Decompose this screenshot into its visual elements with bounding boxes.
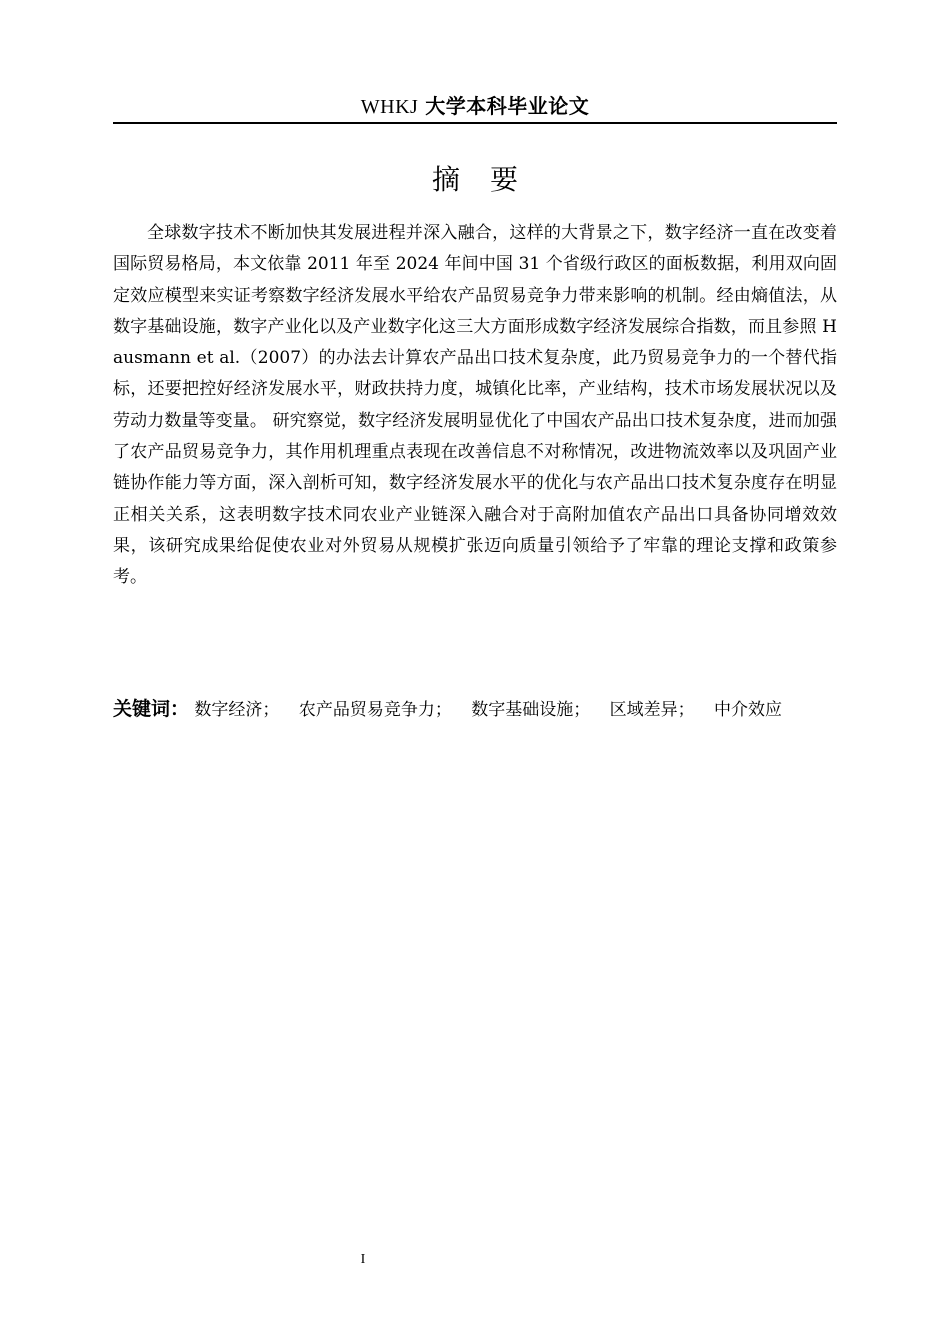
keyword-item: 中介效应 — [714, 700, 783, 720]
keyword-item: 数字经济； — [194, 700, 280, 720]
header-institution-code: WHKJ — [360, 96, 419, 118]
keywords-line — [113, 694, 837, 725]
keywords-label: 关键词： — [113, 698, 190, 720]
keyword-item: 区域差异； — [609, 700, 695, 720]
running-header — [113, 92, 837, 121]
header-rule — [113, 122, 837, 124]
keyword-item: 数字基础设施； — [471, 700, 591, 720]
header-document-type: 大学本科毕业论文 — [425, 94, 590, 118]
page-title: 摘要 — [431, 163, 548, 196]
page-number: I — [360, 1252, 366, 1267]
abstract-paragraph: 全球数字技术不断加快其发展进程并深入融合，这样的大背景之下，数字经济一直在改变着国际贸易格局，本文依靠 2011 年至 2024 年间中国 31 个省级行政区的面板数据，利用双向固定效应模型来实证考察数字经济发展水平给农产品贸易竞争力带来影响的机制。经由熵值法，从数字基础设施，数字产业化以及产业数字化这三大方面形成数字经济发展综合指数，而且参照 Hausmann et al.（2007）的办法去计算农产品出口技术复杂度，此乃贸易竞争力的一个替代指标，还要把控好经济发展水平，财政扶持力度，城镇化比率，产业结构，技术市场发展状况以及劳动力数量等变量。 研究察觉，数字经济发展明显优化了中国农产品出口技术复杂度，进而加强了农产品贸易竞争力，其作用机理重点表现在改善信息不对称情况，改进物流效率以及巩固产业链协作能力等方面，深入剖析可知，数字经济发展水平的优化与农产品出口技术复杂度存在明显正相关关系，这表明数字技术同农业产业链深入融合对于高附加值农产品出口具备协同增效效果，该研究成果给促使农业对外贸易从规模扩张迈向质量引领给予了牢靠的理论支撑和政策参考。 — [113, 223, 837, 588]
keyword-item: 农产品贸易竞争力； — [298, 700, 452, 720]
